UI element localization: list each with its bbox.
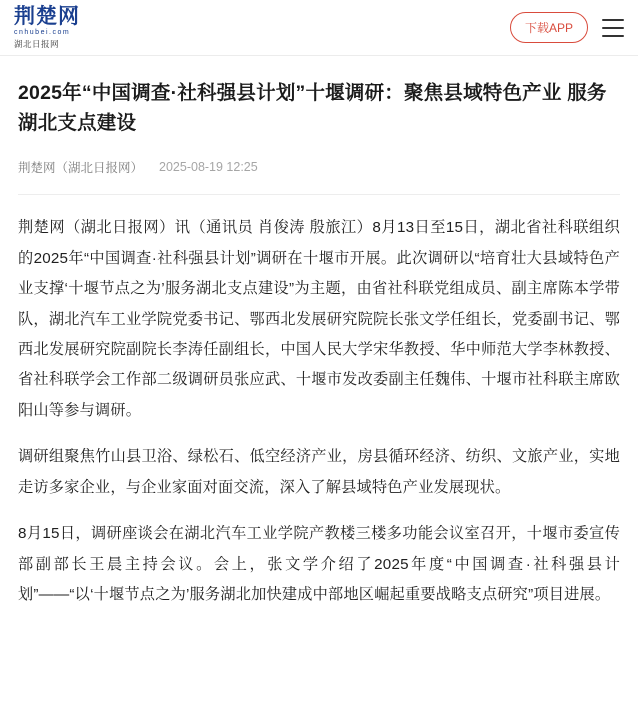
logo-main-text: 荆楚网 xyxy=(14,4,80,29)
site-logo[interactable] xyxy=(14,6,80,49)
article-body xyxy=(18,213,620,610)
article-meta xyxy=(18,158,620,176)
menu-bar-3 xyxy=(602,35,624,37)
logo-subtitle-text: 湖北日报网 xyxy=(14,39,60,50)
article-paragraph: 荆楚网（湖北日报网）讯（通讯员 肖俊涛 殷旅江）8月13日至15日，湖北省社科联组织的2025年“中国调查·社科强县计划”调研在十堰市开展。此次调研以“培育壮大县域特色产业支撑‘十堰节点之为’服务湖北支点建设”为主题，由省社科联党组成员、副主席陈本学带队，湖北汽车工业学院党委书记、鄂西北发展研究院院长张文学任组长，党委副书记、鄂西北发展研究院副院长李涛任副组长，中国人民大学宋华教授、华中师范大学李林教授、省社科联学会工作部二级调研员张应武、十堰市发改委副主任魏伟、十堰市社科联主席欧阳山等参与调研。 xyxy=(18,219,620,419)
article-timestamp: 2025-08-19 12:25 xyxy=(159,160,258,175)
article-source: 荆楚网（湖北日报网） xyxy=(18,161,144,176)
article-container xyxy=(0,56,638,610)
article-paragraph: 调研组聚焦竹山县卫浴、绿松石、低空经济产业，房县循环经济、纺织、文旅产业，实地走访多家企业，与企业家面对面交流，深入了解县域特色产业发展现状。 xyxy=(18,448,620,496)
download-app-button[interactable]: 下载APP xyxy=(510,12,588,43)
article-title: 2025年“中国调查·社科强县计划”十堰调研：聚焦县域特色产业 服务湖北支点建设 xyxy=(18,82,607,135)
hamburger-menu-icon[interactable] xyxy=(602,19,624,37)
site-header xyxy=(0,0,638,56)
meta-divider xyxy=(18,194,620,195)
article-paragraph: 8月15日，调研座谈会在湖北汽车工业学院产教楼三楼多功能会议室召开，十堰市委宣传部副部长王晨主持会议。会上，张文学介绍了2025年度“中国调查·社科强县计划”——“以‘十堰节点之为’服务湖北加快建成中部地区崛起重要战略支点研究”项目进展。 xyxy=(18,525,620,603)
logo-pinyin-text: cnhubei.com xyxy=(14,29,71,37)
menu-bar-2 xyxy=(602,27,624,29)
menu-bar-1 xyxy=(602,19,624,21)
